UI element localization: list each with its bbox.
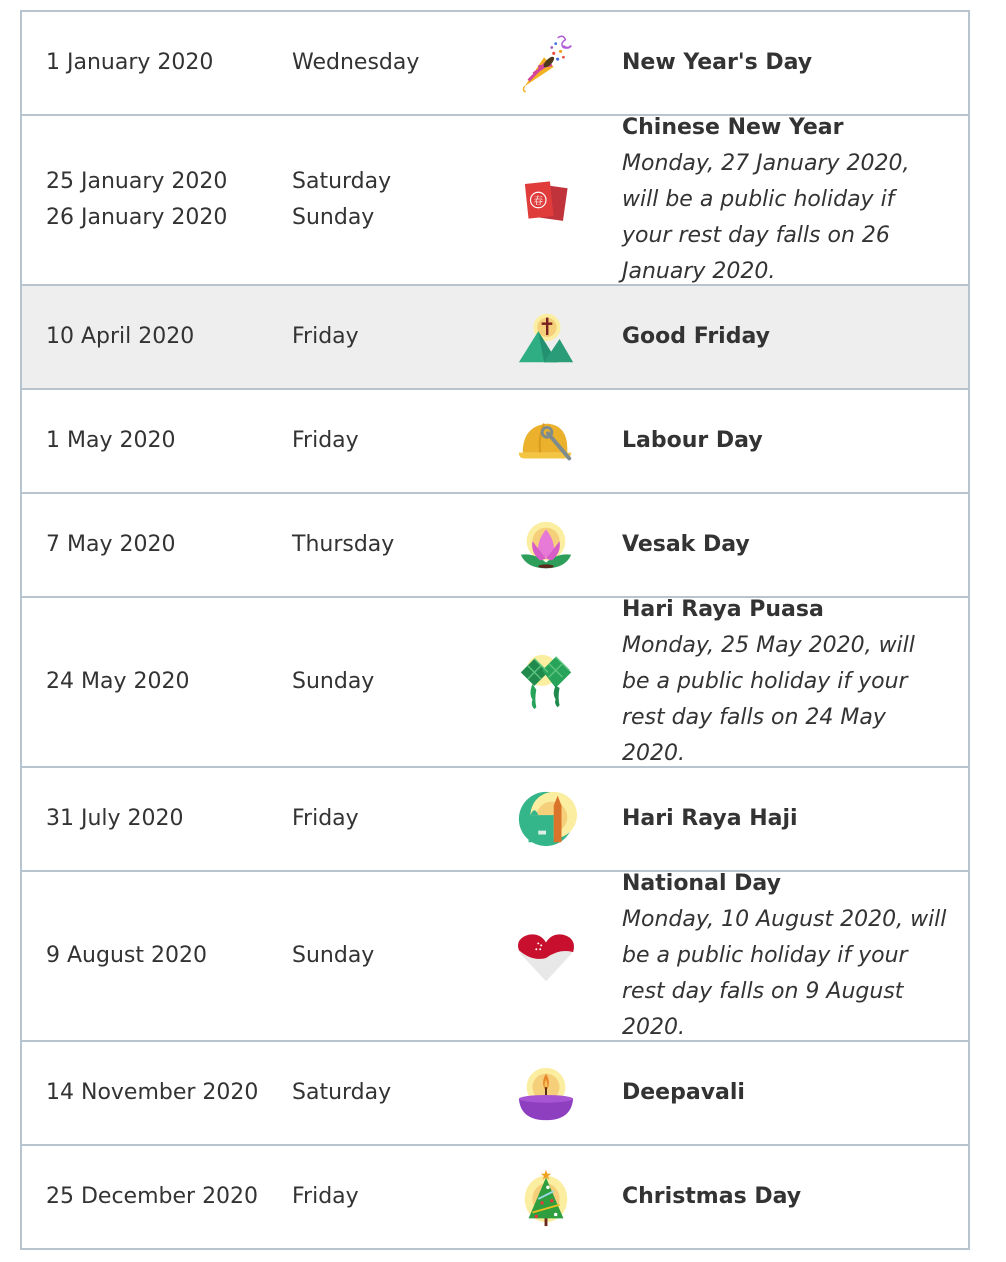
date-cell <box>22 319 292 355</box>
cross-mountain-icon <box>515 306 577 368</box>
holiday-name: Hari Raya Puasa <box>622 597 824 622</box>
day-text: Wednesday <box>292 50 420 75</box>
date-text: 14 November 2020 <box>46 1080 259 1105</box>
holiday-name: Hari Raya Haji <box>622 806 798 831</box>
table-row <box>20 494 970 598</box>
holiday-name: Labour Day <box>622 428 763 453</box>
holiday-cell <box>622 1179 968 1215</box>
date-cell <box>22 45 292 81</box>
day-text: Sunday <box>292 943 375 968</box>
holiday-cell <box>622 319 968 355</box>
date-cell <box>22 1179 292 1215</box>
table-row <box>20 872 970 1042</box>
day-cell <box>292 1179 470 1215</box>
holiday-cell <box>622 45 968 81</box>
day-cell <box>292 164 470 236</box>
hard-hat-wrench-icon <box>515 410 577 472</box>
date-cell <box>22 664 292 700</box>
day-text: Friday <box>292 806 359 831</box>
holiday-name: Christmas Day <box>622 1184 802 1209</box>
date-cell <box>22 1075 292 1111</box>
date-text: 10 April 2020 <box>46 324 195 349</box>
day-cell <box>292 527 470 563</box>
mosque-crescent-icon <box>515 788 577 850</box>
holiday-cell <box>622 866 968 1046</box>
table-row <box>20 1042 970 1146</box>
christmas-tree-icon <box>515 1166 577 1228</box>
icon-cell <box>470 925 622 987</box>
holiday-cell <box>622 527 968 563</box>
date-text: 1 January 2020 <box>46 50 214 75</box>
table-row <box>20 598 970 768</box>
holiday-name: Good Friday <box>622 324 770 349</box>
holiday-name: National Day <box>622 871 781 896</box>
table-row <box>20 10 970 116</box>
holiday-note: Monday, 25 May 2020, will be a public holiday if your rest day falls on 24 May 2020. <box>622 633 915 766</box>
icon-cell <box>470 410 622 472</box>
day-cell <box>292 45 470 81</box>
holiday-name: New Year's Day <box>622 50 813 75</box>
date-text: 26 January 2020 <box>46 205 228 230</box>
singapore-heart-icon <box>515 925 577 987</box>
icon-cell <box>470 1166 622 1228</box>
icon-cell <box>470 651 622 713</box>
icon-cell <box>470 514 622 576</box>
date-cell <box>22 801 292 837</box>
date-cell <box>22 164 292 236</box>
day-cell <box>292 1075 470 1111</box>
holiday-name: Deepavali <box>622 1080 745 1105</box>
holiday-cell <box>622 801 968 837</box>
day-cell <box>292 938 470 974</box>
diya-lamp-icon <box>515 1062 577 1124</box>
day-text: Saturday <box>292 1080 392 1105</box>
holiday-cell <box>622 592 968 772</box>
table-row <box>20 390 970 494</box>
date-text: 24 May 2020 <box>46 669 190 694</box>
icon-cell <box>470 306 622 368</box>
date-text: 1 May 2020 <box>46 428 176 453</box>
holiday-cell <box>622 110 968 290</box>
date-text: 25 January 2020 <box>46 169 228 194</box>
holiday-note: Monday, 27 January 2020, will be a public holiday if your rest day falls on 26 January 2020. <box>622 151 910 284</box>
icon-cell <box>470 32 622 94</box>
day-cell <box>292 664 470 700</box>
date-text: 9 August 2020 <box>46 943 207 968</box>
holiday-cell <box>622 1075 968 1111</box>
holiday-cell <box>622 423 968 459</box>
holiday-name: Vesak Day <box>622 532 750 557</box>
day-text: Sunday <box>292 205 375 230</box>
party-popper-icon <box>515 32 577 94</box>
day-text: Sunday <box>292 669 375 694</box>
table-row <box>20 286 970 390</box>
date-text: 7 May 2020 <box>46 532 176 557</box>
day-cell <box>292 319 470 355</box>
date-cell <box>22 938 292 974</box>
day-text: Friday <box>292 324 359 349</box>
icon-cell <box>470 1062 622 1124</box>
day-cell <box>292 801 470 837</box>
public-holidays-table <box>20 10 970 1250</box>
day-text: Friday <box>292 428 359 453</box>
lotus-icon <box>515 514 577 576</box>
date-cell <box>22 423 292 459</box>
table-row <box>20 768 970 872</box>
holiday-note: Monday, 10 August 2020, will be a public holiday if your rest day falls on 9 August 2020. <box>622 907 947 1040</box>
day-text: Thursday <box>292 532 395 557</box>
icon-cell <box>470 788 622 850</box>
day-text: Friday <box>292 1184 359 1209</box>
icon-cell <box>470 169 622 231</box>
table-row <box>20 1146 970 1250</box>
ketupat-icon <box>515 651 577 713</box>
red-packet-icon <box>515 169 577 231</box>
day-text: Saturday <box>292 169 392 194</box>
day-cell <box>292 423 470 459</box>
holiday-name: Chinese New Year <box>622 115 844 140</box>
svg-text:春: 春 <box>533 195 544 207</box>
table-row <box>20 116 970 286</box>
date-cell <box>22 527 292 563</box>
date-text: 25 December 2020 <box>46 1184 259 1209</box>
date-text: 31 July 2020 <box>46 806 184 831</box>
